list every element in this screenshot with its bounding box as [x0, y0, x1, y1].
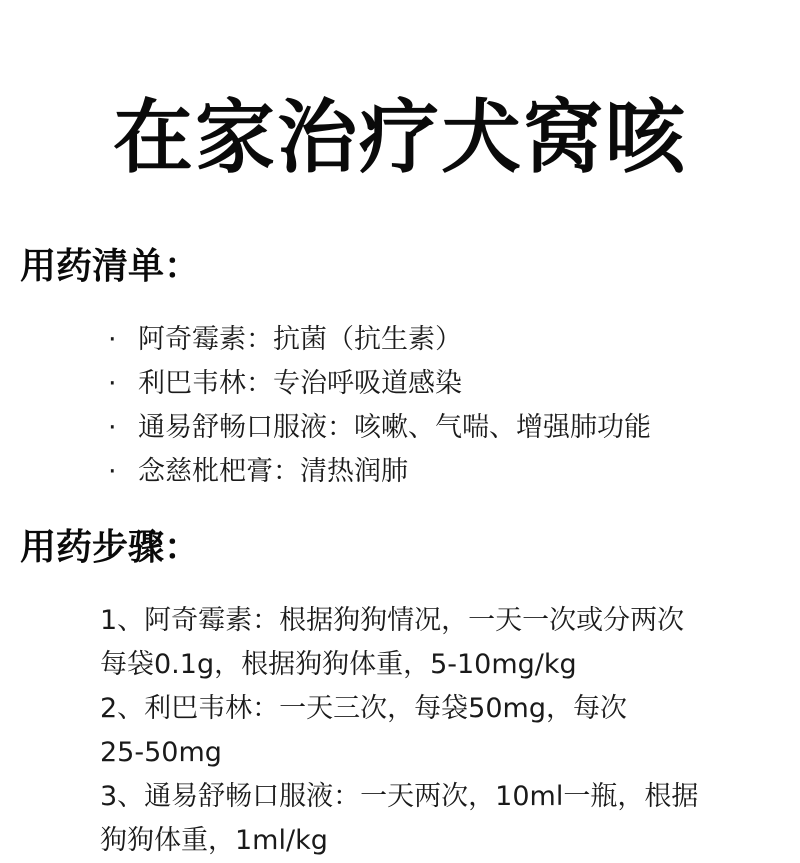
medication-steps-heading: 用药步骤： — [20, 527, 201, 568]
step-line: 2、利巴韦林：一天三次，每袋50mg，每次 — [100, 693, 627, 724]
bullet-icon: · — [108, 368, 117, 399]
step-line: 25-50mg — [100, 737, 222, 768]
step-line: 狗狗体重，1ml/kg — [100, 825, 328, 856]
bullet-icon: · — [108, 412, 117, 443]
list-item — [108, 362, 651, 406]
list-item — [108, 406, 651, 450]
page-title: 在家治疗犬窝咳 — [113, 91, 687, 184]
list-item — [108, 318, 651, 362]
bullet-icon: · — [108, 324, 117, 355]
list-item-text: 通易舒畅口服液：咳嗽、气喘、增强肺功能 — [138, 412, 651, 443]
bullet-icon: · — [108, 456, 117, 487]
step-line: 每袋0.1g，根据狗狗体重，5-10mg/kg — [100, 649, 577, 680]
step-line: 3、通易舒畅口服液：一天两次，10ml一瓶，根据 — [100, 781, 699, 812]
medication-list — [108, 318, 651, 494]
list-item — [108, 450, 651, 494]
list-item-text: 利巴韦林：专治呼吸道感染 — [138, 368, 462, 399]
medication-list-heading: 用药清单： — [20, 246, 201, 287]
list-item-text: 阿奇霉素：抗菌（抗生素） — [138, 324, 462, 355]
list-item-text: 念慈枇杷膏：清热润肺 — [138, 456, 408, 487]
step-line: 1、阿奇霉素：根据狗狗情况，一天一次或分两次 — [100, 605, 685, 636]
medication-steps — [100, 599, 780, 863]
